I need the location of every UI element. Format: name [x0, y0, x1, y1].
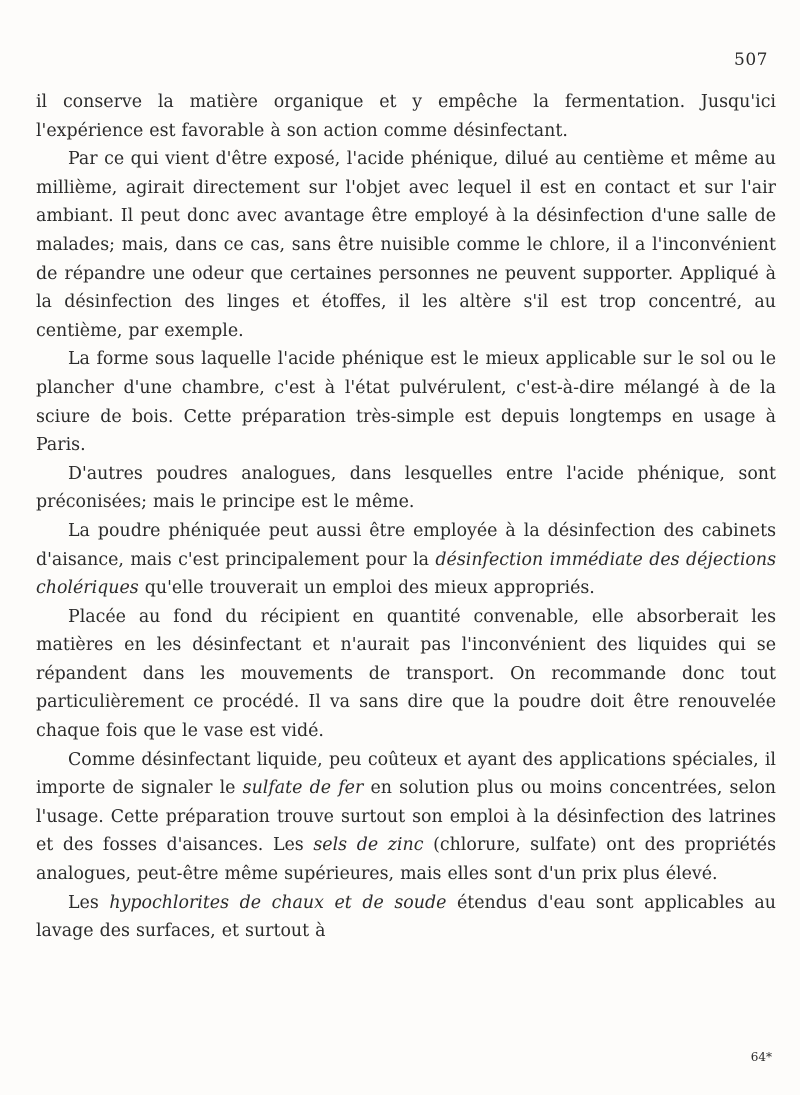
paragraph	[36, 889, 776, 946]
text-run: il conserve la matière organique et y empêche la fermentation. Jusqu'ici l'expérience est favorable à son action comme désinfectant.	[36, 92, 776, 141]
text-run: D'autres poudres analogues, dans lesquelles entre l'acide phénique, sont préconisées; mais le principe est le même.	[36, 463, 776, 513]
text-run: Les	[68, 892, 110, 913]
signature-mark: 64*	[750, 1050, 772, 1064]
paragraph	[36, 145, 776, 345]
text-run: La forme sous laquelle l'acide phénique est le mieux applicable sur le sol ou le plancher d'une chambre, c'est à l'état pulvérulent, c'est-à-dire mélangé à de la sciure de bois. Cette préparation très-simple est depuis longtemps en usage à Paris.	[36, 349, 776, 456]
paragraph	[36, 746, 776, 889]
text-run: en solution plus ou moins concentrées, selon l'usage. Cette préparation trouve surtout son emploi à la désinfection des latrines et des fosses d'aisances. Les	[36, 778, 777, 856]
text-run: qu'elle trouverait un emploi des mieux appropriés.	[138, 578, 595, 599]
body-text	[36, 88, 776, 946]
text-run: Comme désinfectant liquide, peu coûteux et ayant des applications spéciales, il importe de signaler le	[36, 749, 776, 799]
paragraph	[36, 345, 776, 459]
paragraph	[36, 603, 776, 746]
text-run: (chlorure, sulfate) ont des propriétés analogues, peut-être même supérieures, mais elles sont d'un prix plus élevé.	[36, 835, 776, 885]
paragraph	[36, 517, 776, 603]
italic-text: désinfection immédiate des déjections cholériques	[36, 549, 777, 599]
paragraph	[36, 88, 776, 145]
text-run: étendus d'eau sont applicables au lavage des surfaces, et surtout à	[36, 892, 776, 942]
text-run: Placée au fond du récipient en quantité convenable, elle absorberait les matières en les désinfectant et n'aurait pas l'inconvénient des liquides qui se répandent dans les mouvements de transport. On recommande donc tout particulièrement ce procédé. Il va sans dire que la poudre doit être renouvelée chaque fois que le vase est vidé.	[36, 606, 776, 742]
text-run: Par ce qui vient d'être exposé, l'acide phénique, dilué au centième et même au millième, agirait directement sur l'objet avec lequel il est en contact et sur l'air ambiant. Il peut donc avec avantage être employé à la désinfection d'une salle de malades; mais, dans ce cas, sans être nuisible comme le chlore, il a l'inconvénient de répandre une odeur que certaines personnes ne peuvent supporter. Appliqué à la désinfection des linges et étoffes, il les altère s'il est trop concentré, au centième, par exemple.	[36, 149, 776, 341]
italic-text: hypochlorites de chaux et de soude	[109, 892, 447, 913]
text-run: La poudre phéniquée peut aussi être employée à la désinfection des cabinets d'aisance, mais c'est principalement pour la	[36, 520, 776, 570]
italic-text: sels de zinc	[313, 835, 424, 856]
paragraph	[36, 460, 776, 517]
page-number: 507	[734, 50, 768, 70]
italic-text: sulfate de fer	[242, 778, 364, 799]
